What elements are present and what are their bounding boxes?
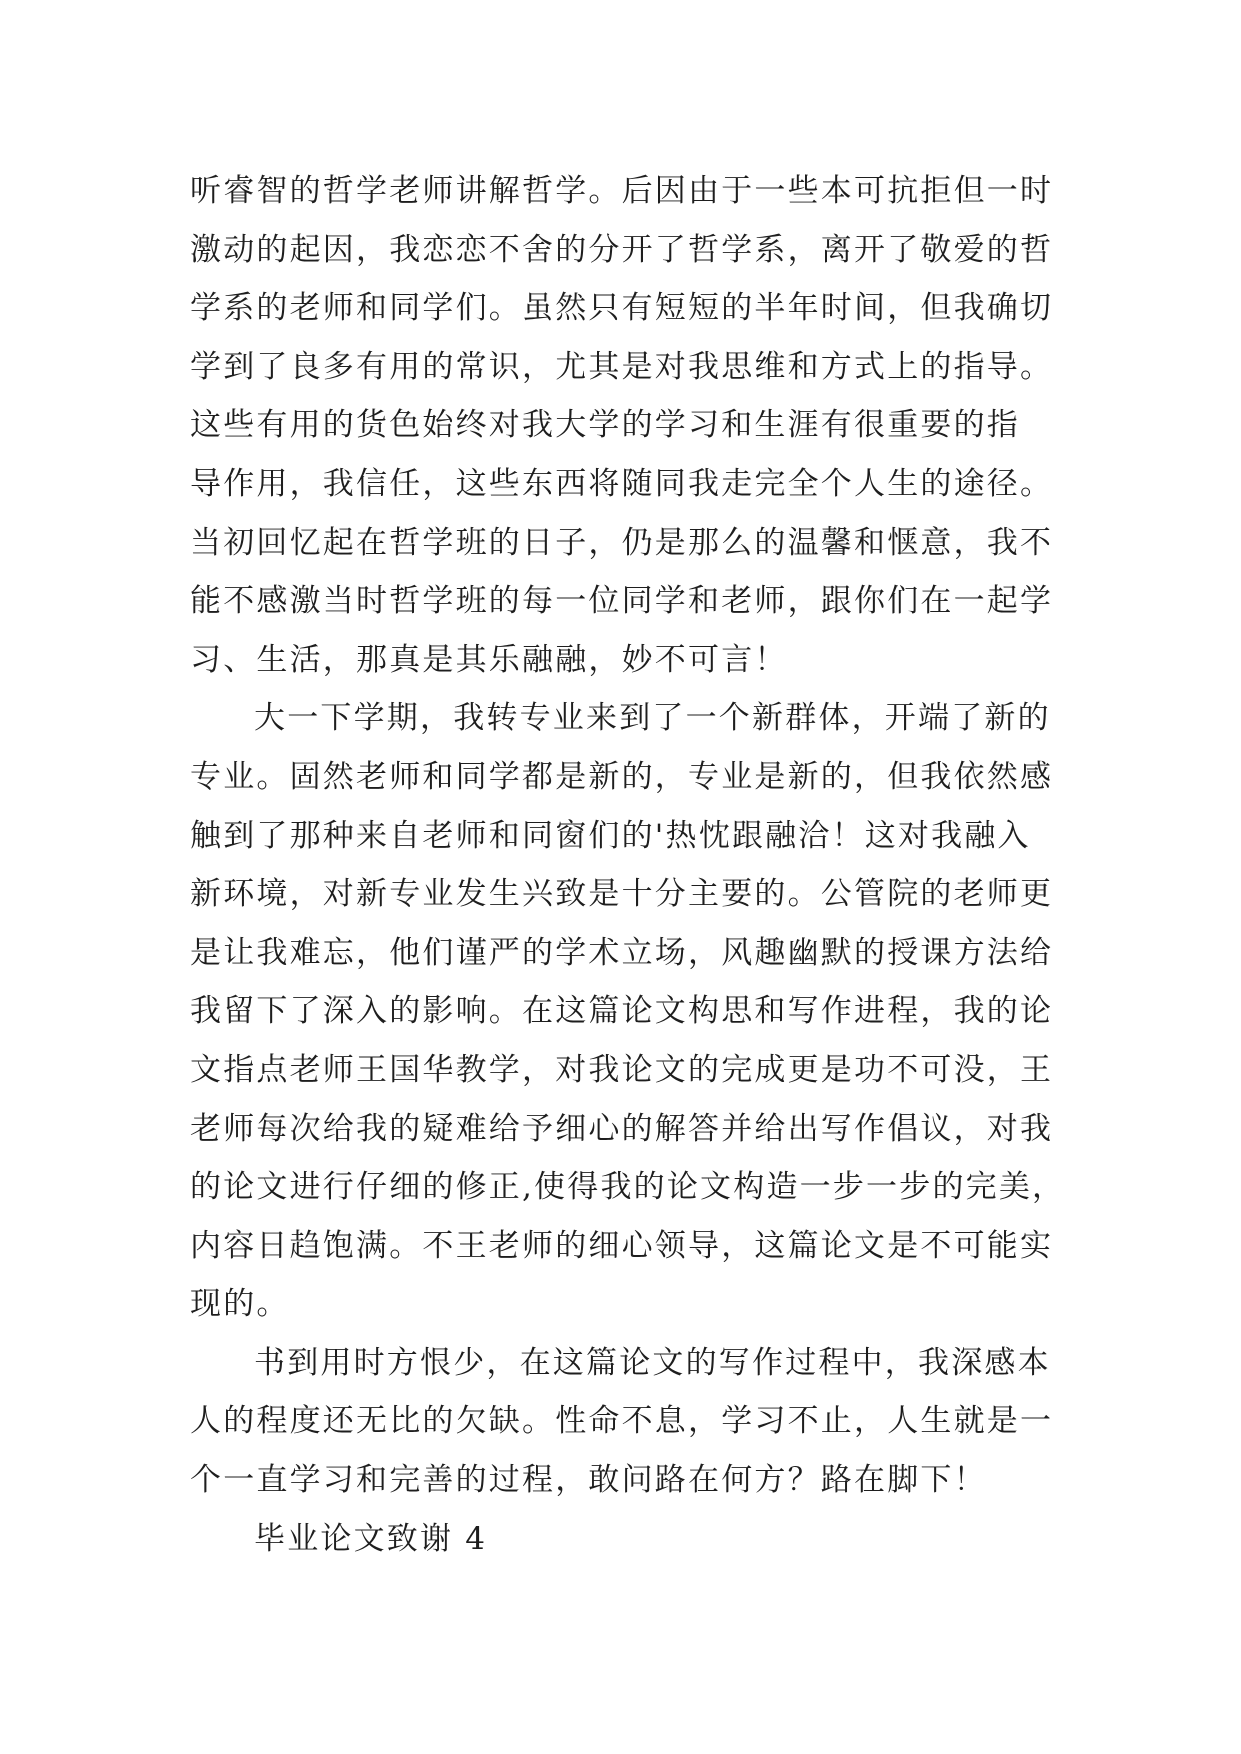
text-line: 触到了那种来自老师和同窗们的'热忱跟融洽！这对我融入 — [190, 817, 1031, 854]
text-line: 听睿智的哲学老师讲解哲学。后因由于一些本可抗拒但一时 — [190, 173, 1054, 209]
document-body — [190, 162, 1066, 1568]
section-heading: 毕业论文致谢 4 — [254, 1520, 488, 1557]
text-line: 专业。固然老师和同学都是新的，专业是新的，但我依然感 — [190, 758, 1054, 795]
text-line: 激动的起因，我恋恋不舍的分开了哲学系，离开了敬爱的哲 — [190, 231, 1054, 268]
paragraph-philosophy-department — [190, 162, 1060, 689]
text-line: 新环境，对新专业发生兴致是十分主要的。公管院的老师更 — [190, 876, 1054, 913]
text-line: 学到了良多有用的常识，尤其是对我思维和方式上的指导。 — [190, 348, 1054, 385]
text-line: 内容日趋饱满。不王老师的细心领导，这篇论文是不可能实 — [190, 1227, 1054, 1264]
text-line: 的论文进行仔细的修正,使得我的论文构造一步一步的完美， — [190, 1169, 1066, 1206]
text-line: 老师每次给我的疑难给予细心的解答并给出写作倡议，对我 — [190, 1110, 1054, 1147]
text-line: 书到用时方恨少，在这篇论文的写作过程中，我深感本 — [254, 1344, 1051, 1381]
text-line: 当初回忆起在哲学班的日子，仍是那么的温馨和惬意，我不 — [190, 524, 1054, 561]
text-line: 这些有用的货色始终对我大学的学习和生涯有很重要的指 — [190, 407, 1020, 444]
text-line: 我留下了深入的影响。在这篇论文构思和写作进程，我的论 — [190, 993, 1054, 1030]
paragraph-new-major — [190, 689, 1066, 1334]
text-line: 导作用，我信任，这些东西将随同我走完全个人生的途径。 — [190, 465, 1054, 502]
paragraph-closing — [190, 1334, 1060, 1510]
text-line: 是让我难忘，他们谨严的学术立场，风趣幽默的授课方法给 — [190, 934, 1054, 971]
text-line: 文指点老师王国华教学，对我论文的完成更是功不可没，王 — [190, 1051, 1054, 1088]
text-line: 大一下学期，我转专业来到了一个新群体，开端了新的 — [254, 700, 1051, 737]
text-line: 习、生活，那真是其乐融融，妙不可言！ — [190, 641, 788, 678]
text-line: 个一直学习和完善的过程，敢问路在何方？路在脚下！ — [190, 1462, 987, 1499]
text-line: 人的程度还无比的欠缺。性命不息，学习不止，人生就是一 — [190, 1403, 1054, 1440]
text-line: 学系的老师和同学们。虽然只有短短的半年时间，但我确切 — [190, 290, 1054, 327]
text-line: 现的。 — [190, 1286, 290, 1323]
text-line: 能不感激当时哲学班的每一位同学和老师，跟你们在一起学 — [190, 583, 1054, 620]
